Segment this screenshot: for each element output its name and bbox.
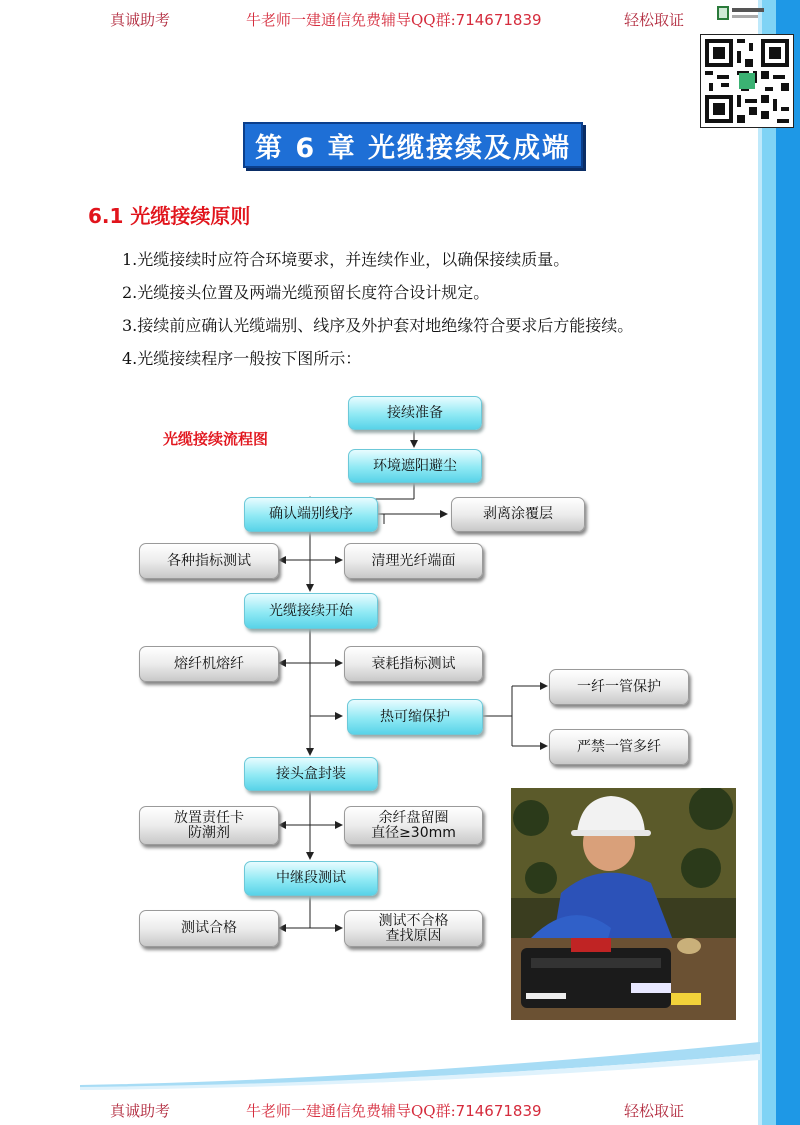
step-confirm-sequence: 确认端别线序 — [244, 497, 378, 532]
technician-splicing-photo — [511, 788, 736, 1020]
step-prepare: 接续准备 — [348, 396, 482, 430]
step-enclosure: 接头盒封装 — [244, 757, 378, 791]
header-left: 真诚助考 — [110, 11, 171, 29]
footer-middle — [246, 1100, 542, 1121]
step-section-test: 中继段测试 — [244, 861, 378, 896]
paragraph-4: 4.光缆接续程序一般按下图所示： — [122, 349, 362, 368]
fail-line-1: 测试不合格 — [378, 912, 449, 929]
footer-qq-label: 牛老师一建通信免费辅导QQ群: — [246, 1102, 456, 1120]
step-environment: 环境遮阳避尘 — [348, 449, 482, 483]
header-qq-label: 牛老师一建通信免费辅导QQ群: — [246, 11, 456, 29]
paragraph-2: 2.光缆接头位置及两端光缆预留长度符合设计规定。 — [122, 283, 490, 302]
step-one-fiber-one-tube: 一纤一管保护 — [549, 669, 689, 705]
card-line-2: 防潮剂 — [188, 824, 230, 841]
header-right: 轻松取证 — [624, 11, 685, 29]
step-fusion-splice: 熔纤机熔纤 — [139, 646, 279, 682]
step-test-fail — [344, 910, 483, 947]
footer-qq-number: 714671839 — [455, 1102, 542, 1120]
section-title: 6.1 光缆接续原则 — [88, 204, 251, 228]
step-clean-end: 清理光纤端面 — [344, 543, 483, 579]
footer-left: 真诚助考 — [110, 1102, 171, 1120]
paragraph-3: 3.接续前应确认光缆端别、线序及外护套对地绝缘符合要求后方能接续。 — [122, 316, 634, 335]
step-indicator-test: 各种指标测试 — [139, 543, 279, 579]
step-strip-coating: 剥离涂覆层 — [451, 497, 585, 532]
chapter-title: 第 6 章 光缆接续及成端 — [255, 132, 571, 164]
fail-line-2: 查找原因 — [385, 927, 442, 944]
header-qq-number: 714671839 — [455, 11, 542, 29]
step-heat-shrink: 热可缩保护 — [347, 699, 483, 735]
step-splice-start: 光缆接续开始 — [244, 593, 378, 629]
flowchart-title: 光缆接续流程图 — [163, 430, 269, 448]
step-loss-test: 衰耗指标测试 — [344, 646, 483, 682]
coil-line-1: 余纤盘留圈 — [378, 809, 449, 826]
footer-right: 轻松取证 — [624, 1102, 685, 1120]
card-line-1: 放置责任卡 — [174, 809, 244, 826]
paragraph-1: 1.光缆接续时应符合环境要求，并连续作业，以确保接续质量。 — [122, 250, 570, 269]
coil-line-2: 直径≥30mm — [371, 824, 456, 841]
footer-swoosh-decoration — [80, 1040, 760, 1090]
step-no-multi-fiber: 严禁一管多纤 — [549, 729, 689, 765]
step-test-pass: 测试合格 — [139, 910, 279, 947]
step-card-desiccant — [139, 806, 279, 845]
step-fiber-coil — [344, 806, 483, 845]
